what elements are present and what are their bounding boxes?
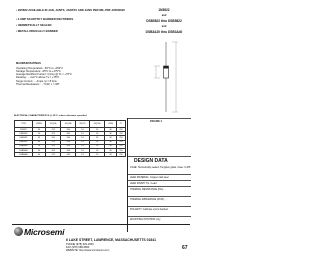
table-cell: 250 <box>116 153 125 157</box>
table-cell: 1N5822 <box>15 128 33 132</box>
feature-item: • 1N5822 AVAILABLE IN JAN, JANTX, JANTXV AND JANS PER MIL-PRF-19500/620 <box>16 8 125 12</box>
table-cell: 2.0 <box>76 148 90 152</box>
table-cell: 40 <box>32 140 45 144</box>
table-cell: DSB5820 <box>15 132 33 136</box>
table-cell: .500 <box>46 136 61 140</box>
table-cell: .525 <box>46 153 61 157</box>
table-cell: 20 <box>32 132 45 136</box>
footer-contact <box>66 238 176 252</box>
table-cell: .950 <box>61 128 76 132</box>
table-cell: .525 <box>46 128 61 132</box>
rating-line: Operating Temperature: -65°C to +150°C <box>16 67 64 71</box>
table-cell: 80 <box>105 153 116 157</box>
footer-website: WEBSITE: http://www.microsemi.com <box>66 249 110 253</box>
table-cell: 40 <box>32 128 45 132</box>
design-data-row: LEAD MATERIAL: Copper clad steel <box>130 176 169 179</box>
table-cell: 20 <box>89 132 105 136</box>
table-header-row <box>15 121 126 128</box>
column-header: IR@25 <box>76 121 90 128</box>
footer-phone: PHONE (978) 620-2600 <box>66 243 94 247</box>
maximum-ratings <box>16 62 126 86</box>
table-cell: 20 <box>89 148 105 152</box>
microsemi-logo: Microsemi <box>24 227 65 237</box>
table-cell: .850 <box>61 132 76 136</box>
column-header: IR@100 <box>89 121 105 128</box>
part-number-3: DSB3A20 thru DSB3A40 <box>145 30 183 35</box>
table-cell: 250 <box>116 148 125 152</box>
table-row <box>15 153 126 157</box>
table-cell: DSB3A40 <box>15 153 33 157</box>
diode-outline-drawing <box>146 40 186 115</box>
table-cell: 2.0 <box>76 136 90 140</box>
column-header: VF@3A <box>61 121 76 128</box>
rating-line: Thermal Resistance: ... °C/W, L = 3/8" <box>16 82 60 86</box>
table-cell: 250 <box>116 140 125 144</box>
table-cell: DSB5822 <box>15 140 33 144</box>
rating-line: Storage Temperature: -65°C to +175°C <box>16 70 61 74</box>
table-cell: 20 <box>89 153 105 157</box>
table-cell: .850 <box>61 144 76 148</box>
table-cell: 2.0 <box>76 144 90 148</box>
table-cell: 250 <box>116 128 125 132</box>
table-cell: 2.0 <box>76 128 90 132</box>
part-number-and-2: and <box>161 25 167 29</box>
table-cell: 80 <box>105 136 116 140</box>
table-cell: 20 <box>89 136 105 140</box>
table-cell: 80 <box>105 128 116 132</box>
table-cell: .900 <box>61 136 76 140</box>
table-cell: 250 <box>116 144 125 148</box>
table-cell: 80 <box>105 144 116 148</box>
feature-item: • 3 AMP SCHOTTKY BARRIER RECTIFIERS <box>16 17 74 21</box>
rating-line: Average Rectified Current: 3 Amp @ TL = +75°C <box>16 73 72 77</box>
design-data-panel <box>127 118 191 232</box>
part-number-1: 1N5822 <box>158 8 170 12</box>
feature-item: • HERMETICALLY SEALED <box>16 23 52 27</box>
design-data-heading: DESIGN DATA <box>134 158 168 164</box>
design-data-row: LEAD FINISH: Tin / Lead <box>130 182 157 185</box>
electrical-characteristics-table <box>14 120 126 157</box>
table-cell: 20 <box>32 144 45 148</box>
table-cell: 30 <box>32 148 45 152</box>
feature-list <box>16 8 126 48</box>
column-header: CJ <box>116 121 125 128</box>
table-cell: .900 <box>61 148 76 152</box>
rating-line: Surge Current: ... Amps, tp = 8.3ms <box>16 79 57 83</box>
table-cell: .525 <box>46 140 61 144</box>
table-cell: 20 <box>89 128 105 132</box>
table-cell: DSB3A20 <box>15 144 33 148</box>
part-number-block <box>134 8 194 34</box>
table-cell: 250 <box>116 132 125 136</box>
table-cell: .475 <box>46 144 61 148</box>
table-cell: 80 <box>105 148 116 152</box>
figure-label: FIGURE 1 <box>150 120 162 123</box>
table-cell: 30 <box>32 136 45 140</box>
table-cell: .950 <box>61 140 76 144</box>
table-cell: 20 <box>89 144 105 148</box>
design-data-row: THERMAL RESISTANCE (θJL): ... <box>130 188 167 191</box>
rating-line: Derating: ... mA/°C above TL = +75°C <box>16 76 60 80</box>
table-cell: 80 <box>105 132 116 136</box>
design-data-row: MOUNTING POSITION: Any <box>130 218 161 221</box>
page-number: 67 <box>182 245 188 251</box>
table-cell: .500 <box>46 148 61 152</box>
ratings-heading: MAXIMUM RATINGS <box>16 62 41 65</box>
table-cell: 250 <box>116 136 125 140</box>
ec-table-title: ELECTRICAL CHARACTERISTICS @ 25°C, unless otherwise specified <box>14 115 87 117</box>
part-number-and: and <box>161 14 167 17</box>
footer-divider <box>12 224 190 225</box>
table-cell: 2.0 <box>76 153 90 157</box>
feature-item: • METALLURGICALLY BONDED <box>16 29 58 33</box>
design-data-row: THERMAL IMPEDANCE (ZθJX): ... <box>130 198 168 201</box>
footer-address: 6 LAKE STREET, LAWRENCE, MASSACHUSETTS 01841 <box>66 238 157 242</box>
table-cell: DSB5821 <box>15 136 33 140</box>
table-cell: .475 <box>46 132 61 136</box>
table-cell: .950 <box>61 153 76 157</box>
column-header: IFSM <box>105 121 116 128</box>
table-cell: 20 <box>89 140 105 144</box>
column-header: TYPE <box>15 121 33 128</box>
design-data-row: POLARITY: Cathode end is banded. <box>130 208 169 211</box>
design-data-row: CASE: Hermetically sealed, Tungsten glass, Case: 0.105 <box>130 166 191 169</box>
column-header: VRRM <box>32 121 45 128</box>
table-cell: 2.0 <box>76 132 90 136</box>
table-cell: DSB3A30 <box>15 148 33 152</box>
table-cell: 40 <box>32 153 45 157</box>
table-cell: 2.0 <box>76 140 90 144</box>
table-cell: 80 <box>105 140 116 144</box>
footer-fax: FAX (978) 689-0803 <box>66 246 90 250</box>
column-header: VF@1A <box>46 121 61 128</box>
part-number-2: DSB5822 thru DSB5822 <box>146 19 182 24</box>
microsemi-globe-icon <box>14 227 23 236</box>
